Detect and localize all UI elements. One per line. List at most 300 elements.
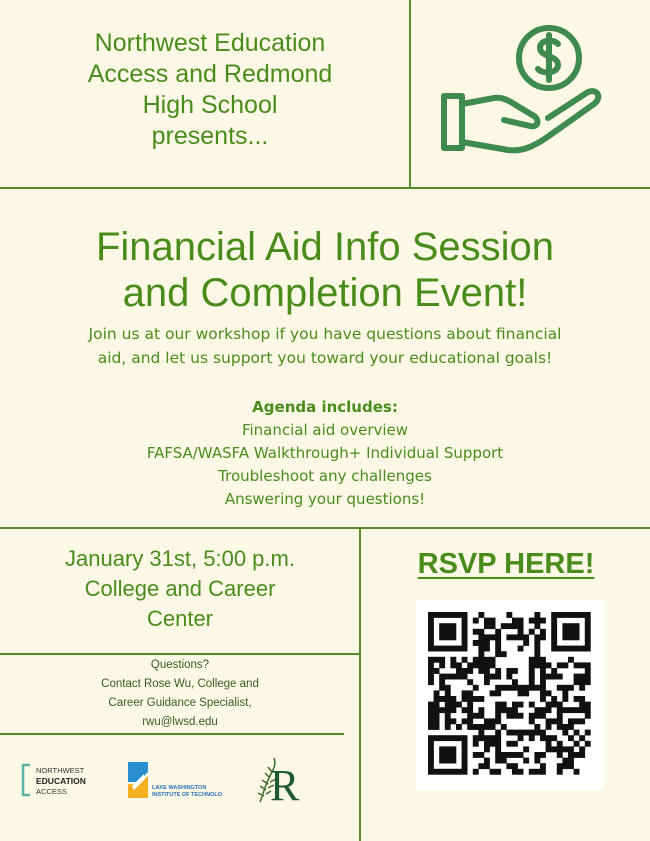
qr-module — [568, 746, 574, 752]
qr-module — [450, 735, 456, 741]
qr-module — [562, 629, 568, 635]
qr-module — [478, 707, 484, 713]
qr-module — [462, 696, 468, 702]
qr-module — [585, 730, 591, 736]
qr-module — [546, 735, 552, 741]
qr-module — [434, 612, 440, 618]
qr-module — [495, 758, 501, 764]
qr-module — [568, 629, 574, 635]
qr-module — [495, 640, 501, 646]
qr-module — [434, 718, 440, 724]
qr-module — [484, 623, 490, 629]
qr-module — [462, 752, 468, 758]
qr-module — [546, 718, 552, 724]
qr-module — [445, 702, 451, 708]
qr-module — [478, 668, 484, 674]
qr-module — [428, 769, 434, 775]
qr-module — [540, 662, 546, 668]
lw-logo-line: INSTITUTE OF TECHNOLO — [152, 792, 222, 798]
qr-module — [574, 662, 580, 668]
qr-module — [529, 618, 535, 624]
qr-module — [495, 646, 501, 652]
qr-module — [439, 629, 445, 635]
qr-module — [473, 735, 479, 741]
qr-module — [568, 763, 574, 769]
qr-module — [540, 707, 546, 713]
qr-module — [540, 634, 546, 640]
presenter-line: Northwest Education — [94, 29, 326, 57]
qr-module — [456, 646, 462, 652]
qr-module — [445, 707, 451, 713]
qr-module — [490, 662, 496, 668]
presenter-line: presents... — [151, 122, 269, 150]
qr-module — [439, 646, 445, 652]
qr-module — [467, 690, 473, 696]
qr-module — [439, 696, 445, 702]
qr-module — [439, 662, 445, 668]
qr-module — [518, 685, 524, 691]
qr-module — [534, 618, 540, 624]
qr-module — [562, 724, 568, 730]
divider-top — [0, 187, 650, 189]
event-date: January 31st, 5:00 p.m. — [65, 546, 295, 571]
qr-module — [574, 623, 580, 629]
qr-module — [534, 634, 540, 640]
qr-module — [585, 646, 591, 652]
qr-module — [568, 646, 574, 652]
qr-module — [529, 769, 535, 775]
qr-module — [540, 679, 546, 685]
qr-module — [574, 718, 580, 724]
qr-module — [428, 612, 434, 618]
qr-module — [523, 758, 529, 764]
qr-module — [534, 713, 540, 719]
divider-middle — [0, 527, 650, 529]
qr-module — [529, 718, 535, 724]
qr-module — [490, 718, 496, 724]
qr-module — [518, 752, 524, 758]
qr-module — [467, 662, 473, 668]
qr-module — [579, 646, 585, 652]
qr-module — [490, 623, 496, 629]
qr-module — [462, 763, 468, 769]
qr-module — [428, 640, 434, 646]
qr-module — [562, 623, 568, 629]
qr-module — [462, 640, 468, 646]
qr-module — [551, 668, 557, 674]
qr-module — [462, 758, 468, 764]
qr-module — [434, 668, 440, 674]
qr-module — [445, 724, 451, 730]
qr-module — [557, 769, 563, 775]
qr-module — [546, 746, 552, 752]
event-location: College and Career — [84, 576, 276, 601]
contact-line: Career Guidance Specialist, — [108, 697, 252, 709]
qr-module — [484, 646, 490, 652]
qr-module — [439, 707, 445, 713]
qr-module — [428, 746, 434, 752]
qr-module — [428, 674, 434, 680]
qr-module — [529, 668, 535, 674]
qr-module — [478, 640, 484, 646]
qr-module — [439, 623, 445, 629]
qr-module — [540, 735, 546, 741]
qr-module — [445, 629, 451, 635]
qr-module — [529, 730, 535, 736]
qr-module — [512, 685, 518, 691]
qr-module — [540, 674, 546, 680]
qr-module — [484, 674, 490, 680]
qr-module — [518, 623, 524, 629]
qr-module — [562, 634, 568, 640]
qr-module — [450, 646, 456, 652]
rsvp-qr-code[interactable] — [416, 600, 604, 790]
qr-module — [478, 724, 484, 730]
qr-module — [585, 634, 591, 640]
qr-module — [506, 612, 512, 618]
qr-module — [551, 634, 557, 640]
qr-module — [428, 763, 434, 769]
qr-module — [484, 746, 490, 752]
qr-module — [501, 702, 507, 708]
qr-module — [529, 674, 535, 680]
qr-module — [557, 612, 563, 618]
qr-module — [462, 718, 468, 724]
qr-module — [512, 707, 518, 713]
qr-module — [456, 735, 462, 741]
qr-module — [534, 707, 540, 713]
qr-module — [462, 746, 468, 752]
qr-module — [585, 707, 591, 713]
qr-module — [434, 696, 440, 702]
qr-module — [450, 758, 456, 764]
qr-module — [445, 690, 451, 696]
rsvp-link[interactable]: RSVP HERE! — [417, 548, 595, 580]
qr-module — [428, 657, 434, 663]
qr-module — [478, 612, 484, 618]
qr-module — [562, 685, 568, 691]
agenda-item: FAFSA/WASFA Walkthrough+ Individual Support — [146, 444, 504, 462]
qr-module — [467, 696, 473, 702]
qr-module — [518, 769, 524, 775]
qr-module — [568, 623, 574, 629]
qr-module — [490, 674, 496, 680]
qr-module — [445, 746, 451, 752]
qr-module — [462, 634, 468, 640]
northwest-education-access-logo — [20, 762, 120, 798]
presenter-line: Access and Redmond — [87, 60, 333, 88]
qr-module — [506, 623, 512, 629]
qr-module — [534, 623, 540, 629]
qr-module — [585, 623, 591, 629]
qr-module — [462, 646, 468, 652]
qr-module — [518, 702, 524, 708]
qr-module — [473, 713, 479, 719]
qr-module — [450, 718, 456, 724]
qr-module — [534, 685, 540, 691]
qr-module — [495, 702, 501, 708]
qr-module — [534, 657, 540, 663]
qr-module — [495, 730, 501, 736]
qr-module — [434, 735, 440, 741]
qr-module — [512, 618, 518, 624]
qr-module — [462, 612, 468, 618]
qr-module — [473, 741, 479, 747]
divider-contact-logos — [0, 733, 344, 735]
qr-module — [473, 696, 479, 702]
qr-module — [428, 668, 434, 674]
qr-module — [568, 634, 574, 640]
lw-logo-line: LAKE WASHINGTON — [152, 785, 207, 791]
qr-module — [462, 741, 468, 747]
qr-module — [574, 707, 580, 713]
qr-module — [445, 646, 451, 652]
title-line: and Completion Event! — [122, 271, 528, 315]
qr-module — [473, 662, 479, 668]
qr-module — [434, 707, 440, 713]
intro-line: Join us at our workshop if you have questions about financial — [88, 325, 562, 343]
qr-module — [568, 707, 574, 713]
qr-module — [445, 735, 451, 741]
qr-module — [546, 690, 552, 696]
qr-module — [456, 702, 462, 708]
qr-module — [478, 634, 484, 640]
qr-module — [478, 662, 484, 668]
qr-module — [557, 746, 563, 752]
qr-module — [490, 657, 496, 663]
qr-module — [445, 634, 451, 640]
qr-module — [439, 685, 445, 691]
qr-module — [473, 629, 479, 635]
qr-module — [551, 640, 557, 646]
qr-module — [478, 651, 484, 657]
qr-module — [557, 646, 563, 652]
qr-module — [506, 707, 512, 713]
qr-module — [562, 746, 568, 752]
qr-module — [467, 702, 473, 708]
qr-module — [574, 634, 580, 640]
qr-module — [495, 752, 501, 758]
qr-module — [579, 702, 585, 708]
qr-module — [568, 685, 574, 691]
qr-module — [467, 668, 473, 674]
qr-module — [562, 662, 568, 668]
qr-module — [529, 657, 535, 663]
qr-module — [495, 735, 501, 741]
qr-module — [484, 718, 490, 724]
qr-module — [445, 696, 451, 702]
qr-module — [562, 758, 568, 764]
contact-email[interactable]: rwu@lwsd.edu — [142, 716, 218, 728]
qr-module — [551, 746, 557, 752]
qr-module — [456, 668, 462, 674]
qr-module — [562, 690, 568, 696]
qr-module — [484, 640, 490, 646]
qr-module — [551, 618, 557, 624]
qr-module — [428, 679, 434, 685]
qr-module — [473, 618, 479, 624]
qr-module — [540, 769, 546, 775]
qr-module — [540, 752, 546, 758]
qr-module — [568, 718, 574, 724]
qr-module — [557, 662, 563, 668]
qr-module — [495, 651, 501, 657]
qr-module — [428, 735, 434, 741]
agenda — [30, 396, 620, 511]
qr-module — [473, 685, 479, 691]
qr-module — [518, 629, 524, 635]
qr-module — [534, 651, 540, 657]
qr-module — [579, 718, 585, 724]
qr-module — [428, 707, 434, 713]
qr-module — [534, 646, 540, 652]
qr-module — [568, 612, 574, 618]
qr-module — [557, 718, 563, 724]
qr-module — [462, 618, 468, 624]
qr-module — [467, 724, 473, 730]
qr-module — [439, 735, 445, 741]
qr-module — [523, 690, 529, 696]
qr-module — [574, 769, 580, 775]
qr-module — [490, 618, 496, 624]
qr-module — [523, 640, 529, 646]
qr-module — [518, 730, 524, 736]
qr-module — [534, 612, 540, 618]
qr-module — [467, 679, 473, 685]
qr-module — [490, 735, 496, 741]
qr-module — [484, 679, 490, 685]
qr-module — [512, 763, 518, 769]
qr-module — [462, 735, 468, 741]
qr-module — [445, 713, 451, 719]
qr-module — [562, 646, 568, 652]
qr-module — [478, 657, 484, 663]
qr-module — [434, 690, 440, 696]
event-details — [0, 544, 360, 634]
event-title — [0, 224, 650, 316]
qr-module — [585, 741, 591, 747]
qr-module — [523, 746, 529, 752]
qr-module — [428, 623, 434, 629]
qr-module — [574, 612, 580, 618]
qr-module — [551, 629, 557, 635]
qr-module — [456, 662, 462, 668]
intro-line: aid, and let us support you toward your educational goals! — [97, 349, 553, 367]
qr-module — [562, 696, 568, 702]
qr-module — [495, 746, 501, 752]
qr-module — [540, 696, 546, 702]
qr-module — [529, 679, 535, 685]
qr-module — [428, 741, 434, 747]
qr-module — [462, 668, 468, 674]
qr-module — [484, 668, 490, 674]
qr-module — [434, 769, 440, 775]
qr-module — [579, 752, 585, 758]
qr-module — [574, 679, 580, 685]
qr-module — [495, 674, 501, 680]
qr-module — [506, 730, 512, 736]
qr-module — [473, 724, 479, 730]
qr-module — [540, 618, 546, 624]
qr-module — [484, 634, 490, 640]
qr-module — [585, 640, 591, 646]
qr-module — [450, 707, 456, 713]
qr-module — [506, 713, 512, 719]
qr-module — [529, 685, 535, 691]
qr-module — [540, 629, 546, 635]
qr-module — [512, 634, 518, 640]
event-location: Center — [146, 606, 214, 631]
qr-module — [585, 629, 591, 635]
qr-module — [501, 623, 507, 629]
qr-module — [467, 713, 473, 719]
qr-module — [579, 679, 585, 685]
qr-module — [428, 718, 434, 724]
qr-module — [562, 763, 568, 769]
qr-module — [434, 646, 440, 652]
qr-module — [501, 651, 507, 657]
qr-module — [434, 702, 440, 708]
qr-module — [546, 724, 552, 730]
qr-module — [506, 668, 512, 674]
qr-module — [462, 674, 468, 680]
qr-module — [529, 713, 535, 719]
qr-module — [512, 752, 518, 758]
qr-module — [585, 662, 591, 668]
qr-module — [501, 758, 507, 764]
qr-module — [484, 657, 490, 663]
contact-line: Questions? — [150, 659, 210, 671]
qr-module — [484, 735, 490, 741]
qr-module — [540, 713, 546, 719]
qr-module — [434, 724, 440, 730]
qr-module — [579, 707, 585, 713]
qr-module — [574, 752, 580, 758]
qr-module — [579, 612, 585, 618]
qr-module — [478, 763, 484, 769]
qr-module — [484, 741, 490, 747]
qr-module — [495, 707, 501, 713]
qr-module — [478, 730, 484, 736]
qr-module — [518, 634, 524, 640]
qr-module — [501, 724, 507, 730]
qr-module — [557, 741, 563, 747]
qr-module — [540, 763, 546, 769]
qr-module — [490, 724, 496, 730]
qr-module — [478, 646, 484, 652]
qr-module — [506, 685, 512, 691]
qr-module — [462, 623, 468, 629]
qr-module — [501, 752, 507, 758]
qr-module — [484, 662, 490, 668]
qr-module — [501, 685, 507, 691]
qr-module — [540, 657, 546, 663]
qr-module — [529, 662, 535, 668]
nea-logo-line: ACCESS — [36, 787, 67, 796]
qr-module — [428, 758, 434, 764]
qr-module — [557, 702, 563, 708]
qr-module — [529, 735, 535, 741]
qr-module — [551, 735, 557, 741]
qr-module — [484, 618, 490, 624]
qr-module — [557, 713, 563, 719]
intro-text — [30, 322, 620, 370]
qr-module — [585, 679, 591, 685]
qr-module — [562, 707, 568, 713]
qr-module — [478, 735, 484, 741]
qr-module — [506, 752, 512, 758]
qr-module — [445, 752, 451, 758]
